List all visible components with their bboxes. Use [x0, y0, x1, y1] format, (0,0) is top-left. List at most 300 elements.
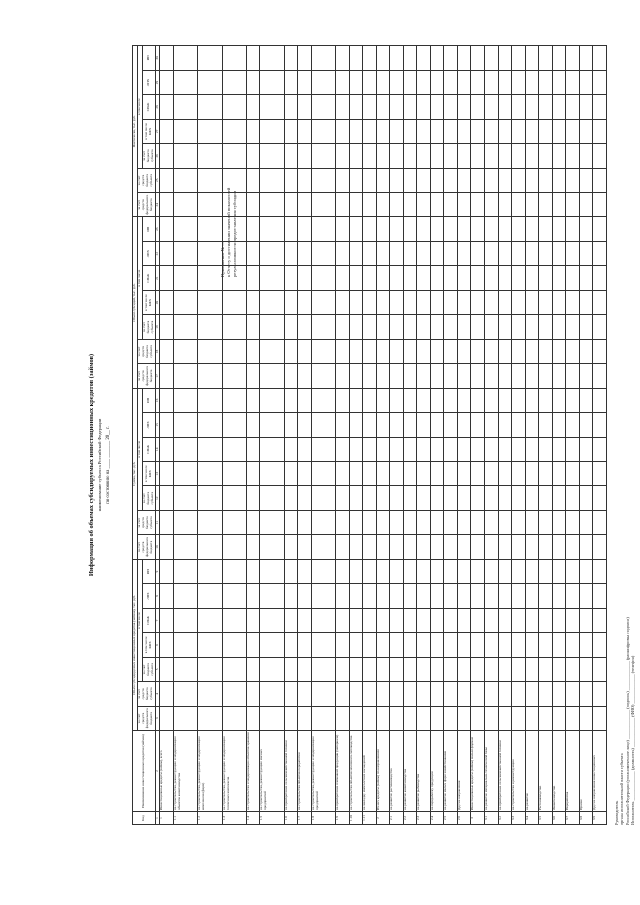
row-name: на строительство, реконструкцию и модернизацию предприятий [311, 731, 335, 812]
data-cell [246, 241, 260, 265]
data-cell [512, 608, 526, 632]
portion-header: Сумма, тыс. руб. [133, 388, 138, 559]
data-cell [484, 535, 498, 559]
row-code: 1.2 [198, 812, 222, 825]
data-cell [579, 339, 593, 363]
data-cell [311, 486, 335, 510]
subheader-cell: СПоК [142, 95, 155, 119]
data-cell [222, 388, 246, 412]
data-cell [336, 486, 350, 510]
data-cell [430, 633, 444, 657]
data-cell [484, 706, 498, 730]
data-cell [484, 290, 498, 314]
data-cell [363, 95, 377, 119]
data-cell [471, 584, 485, 608]
data-cell [403, 339, 417, 363]
data-cell [298, 706, 312, 730]
data-cell [512, 682, 526, 706]
data-cell [444, 315, 458, 339]
data-cell [246, 633, 260, 657]
data-cell [525, 95, 539, 119]
data-cell [363, 339, 377, 363]
data-cell [246, 339, 260, 363]
data-cell [246, 608, 260, 632]
row-code: 2 [376, 812, 390, 825]
data-cell [284, 193, 298, 217]
data-cell [444, 413, 458, 437]
table-row [260, 46, 284, 825]
data-cell [417, 290, 431, 314]
data-cell [284, 559, 298, 583]
data-cell [471, 364, 485, 388]
data-cell [349, 510, 363, 534]
column-number: 19 [155, 315, 160, 339]
data-cell [363, 193, 377, 217]
data-cell [390, 315, 404, 339]
data-cell [336, 657, 350, 681]
data-cell [284, 682, 298, 706]
data-cell [593, 144, 607, 168]
data-cell [457, 388, 471, 412]
data-cell [160, 315, 174, 339]
appendix-line: Приложение № ... [220, 242, 225, 277]
data-cell [390, 437, 404, 461]
data-cell [512, 706, 526, 730]
data-cell [349, 241, 363, 265]
data-cell [403, 535, 417, 559]
data-cell [284, 608, 298, 632]
row-code: 3.6 [552, 812, 566, 825]
data-cell [444, 46, 458, 71]
data-cell [403, 486, 417, 510]
data-cell [539, 168, 553, 192]
data-cell [579, 364, 593, 388]
data-cell [246, 315, 260, 339]
data-cell [363, 266, 377, 290]
data-cell [173, 241, 197, 265]
data-cell [222, 241, 246, 265]
data-cell [198, 290, 222, 314]
data-cell [246, 364, 260, 388]
row-name: на строительство объектов переработки [298, 731, 312, 812]
data-cell [525, 266, 539, 290]
data-cell [284, 535, 298, 559]
data-cell [457, 559, 471, 583]
data-cell [222, 682, 246, 706]
data-cell [512, 168, 526, 192]
data-cell [430, 437, 444, 461]
data-cell [593, 535, 607, 559]
data-cell [471, 217, 485, 241]
data-cell [336, 119, 350, 143]
column-number: 24 [155, 193, 160, 217]
data-cell [444, 290, 458, 314]
data-cell [363, 559, 377, 583]
data-cell [593, 70, 607, 94]
data-cell [444, 510, 458, 534]
data-cell [593, 168, 607, 192]
data-cell [349, 462, 363, 486]
data-cell [198, 217, 222, 241]
data-cell [403, 119, 417, 143]
data-cell [471, 266, 485, 290]
data-cell [566, 462, 580, 486]
data-cell [284, 657, 298, 681]
data-cell [552, 119, 566, 143]
fact-header: Фактически, тыс. руб. [133, 46, 138, 217]
data-cell [160, 559, 174, 583]
row-name: на развитие малых форм хозяйствования [444, 731, 458, 812]
data-cell [566, 486, 580, 510]
column-number: 2 [155, 731, 160, 812]
data-cell [417, 217, 431, 241]
data-cell [173, 706, 197, 730]
column-number: 16 [155, 388, 160, 412]
data-cell [336, 241, 350, 265]
data-cell [552, 657, 566, 681]
data-cell [298, 70, 312, 94]
subheader-cell: в том числе [137, 217, 142, 339]
data-cell [457, 364, 471, 388]
data-cell [512, 241, 526, 265]
data-cell [390, 168, 404, 192]
data-cell [284, 462, 298, 486]
data-cell [246, 657, 260, 681]
data-cell [539, 510, 553, 534]
data-cell [222, 510, 246, 534]
data-cell [311, 364, 335, 388]
data-cell [376, 437, 390, 461]
data-cell [444, 339, 458, 363]
data-cell [246, 584, 260, 608]
plan-header: Объем субсидий, тыс. руб. [133, 217, 138, 388]
data-cell [512, 437, 526, 461]
data-cell [593, 339, 607, 363]
column-number: 1 [155, 812, 160, 825]
column-number: 6 [155, 633, 160, 657]
data-cell [336, 535, 350, 559]
data-cell [349, 266, 363, 290]
row-code: 3 [471, 812, 485, 825]
data-cell [246, 510, 260, 534]
data-cell [173, 119, 197, 143]
data-cell [525, 241, 539, 265]
data-cell [579, 46, 593, 71]
data-cell [512, 119, 526, 143]
data-cell [579, 682, 593, 706]
table-row [390, 46, 404, 825]
data-cell [566, 193, 580, 217]
data-cell [160, 535, 174, 559]
data-cell [593, 95, 607, 119]
data-cell [444, 193, 458, 217]
data-cell [298, 559, 312, 583]
data-cell [349, 217, 363, 241]
data-cell [498, 144, 512, 168]
data-cell [512, 193, 526, 217]
data-cell [498, 633, 512, 657]
data-cell [284, 339, 298, 363]
data-cell [552, 633, 566, 657]
data-cell [298, 486, 312, 510]
data-cell [498, 682, 512, 706]
row-code: 2.2 [403, 812, 417, 825]
subheader-cell: ЛПХ [142, 584, 155, 608]
data-cell [311, 266, 335, 290]
data-cell [363, 290, 377, 314]
data-cell [539, 241, 553, 265]
data-cell [173, 657, 197, 681]
data-cell [579, 193, 593, 217]
data-cell [539, 633, 553, 657]
data-cell [173, 437, 197, 461]
data-cell [390, 633, 404, 657]
data-cell [260, 462, 284, 486]
data-cell [198, 168, 222, 192]
data-cell [498, 70, 512, 94]
data-cell [311, 657, 335, 681]
data-cell [363, 657, 377, 681]
row-code: 3.3 [512, 812, 526, 825]
data-cell [311, 241, 335, 265]
data-cell [160, 241, 174, 265]
data-cell [498, 364, 512, 388]
data-cell [260, 657, 284, 681]
data-cell [457, 217, 471, 241]
data-cell [484, 339, 498, 363]
data-cell [593, 706, 607, 730]
data-cell [430, 241, 444, 265]
data-cell [512, 413, 526, 437]
table-row [376, 46, 390, 825]
column-number: 4 [155, 682, 160, 706]
data-cell [376, 144, 390, 168]
subheader-cell: за счет средств федерального бюджета [137, 535, 155, 559]
data-cell [457, 682, 471, 706]
data-cell [198, 193, 222, 217]
data-cell [284, 706, 298, 730]
data-cell [298, 535, 312, 559]
data-cell [349, 657, 363, 681]
data-cell [403, 290, 417, 314]
subheader-cell: ЛПХ [142, 70, 155, 94]
subheader-cell: за счет бюджета субъекта [142, 657, 155, 681]
data-cell [260, 706, 284, 730]
data-cell [444, 462, 458, 486]
data-cell [198, 315, 222, 339]
data-cell [525, 70, 539, 94]
data-cell [222, 217, 246, 241]
data-cell [173, 633, 197, 657]
data-cell [552, 339, 566, 363]
data-cell [260, 486, 284, 510]
data-cell [484, 413, 498, 437]
column-number: 9 [155, 559, 160, 583]
row-name: Животноводство [552, 731, 566, 812]
data-cell [173, 266, 197, 290]
data-cell [260, 168, 284, 192]
data-cell [246, 388, 260, 412]
data-cell [403, 633, 417, 657]
data-cell [430, 168, 444, 192]
data-cell [246, 290, 260, 314]
data-cell [260, 535, 284, 559]
data-cell [566, 364, 580, 388]
report-table [132, 45, 607, 825]
data-cell [311, 682, 335, 706]
data-cell [298, 315, 312, 339]
data-cell [566, 706, 580, 730]
table-row [336, 46, 350, 825]
row-code: 1 [160, 812, 174, 825]
data-cell [552, 144, 566, 168]
data-cell [525, 682, 539, 706]
column-number: 5 [155, 657, 160, 681]
data-cell [284, 584, 298, 608]
subheader-cell: ИП [142, 559, 155, 583]
data-cell [417, 437, 431, 461]
data-cell [552, 559, 566, 583]
column-number: 13 [155, 462, 160, 486]
data-cell [566, 413, 580, 437]
table-row [417, 46, 431, 825]
data-cell [552, 682, 566, 706]
data-cell [246, 46, 260, 71]
data-cell [457, 437, 471, 461]
data-cell [539, 315, 553, 339]
data-cell [484, 682, 498, 706]
data-cell [457, 315, 471, 339]
data-cell [484, 584, 498, 608]
data-cell [222, 95, 246, 119]
data-cell [403, 682, 417, 706]
data-cell [173, 584, 197, 608]
data-cell [222, 486, 246, 510]
data-cell [430, 364, 444, 388]
data-cell [457, 70, 471, 94]
data-cell [198, 339, 222, 363]
data-cell [222, 46, 246, 71]
subheader-cell: за счет средств бюджета субъекта [137, 682, 155, 706]
data-cell [498, 290, 512, 314]
data-cell [579, 119, 593, 143]
data-cell [552, 413, 566, 437]
data-cell [336, 462, 350, 486]
data-cell [498, 119, 512, 143]
data-cell [246, 193, 260, 217]
data-cell [512, 364, 526, 388]
data-cell [403, 46, 417, 71]
data-cell [525, 315, 539, 339]
data-cell [363, 315, 377, 339]
data-cell [512, 315, 526, 339]
column-number: 22 [155, 241, 160, 265]
data-cell [376, 46, 390, 71]
data-cell [552, 46, 566, 71]
data-cell [484, 388, 498, 412]
data-cell [579, 559, 593, 583]
data-cell [311, 388, 335, 412]
data-cell [552, 462, 566, 486]
data-cell [512, 46, 526, 71]
data-cell [579, 706, 593, 730]
data-cell [579, 486, 593, 510]
data-cell [160, 388, 174, 412]
data-cell [173, 388, 197, 412]
data-cell [552, 388, 566, 412]
row-name: на приобретение племенной продукции (материала) [336, 731, 350, 812]
data-cell [484, 437, 498, 461]
data-cell [246, 168, 260, 192]
data-cell [198, 413, 222, 437]
data-cell [444, 266, 458, 290]
data-cell [363, 462, 377, 486]
data-cell [512, 144, 526, 168]
data-cell [417, 510, 431, 534]
data-cell [566, 388, 580, 412]
data-cell [284, 315, 298, 339]
data-cell [525, 510, 539, 534]
data-cell [376, 168, 390, 192]
data-cell [222, 657, 246, 681]
data-cell [566, 559, 580, 583]
data-cell [430, 95, 444, 119]
data-cell [484, 95, 498, 119]
data-cell [512, 510, 526, 534]
data-cell [284, 217, 298, 241]
data-cell [311, 584, 335, 608]
data-cell [417, 168, 431, 192]
data-cell [160, 486, 174, 510]
data-cell [376, 70, 390, 94]
data-cell [512, 339, 526, 363]
data-cell [173, 682, 197, 706]
data-cell [349, 437, 363, 461]
data-cell [349, 584, 363, 608]
row-name: Инвестиционные кредиты (займы) малым формам [471, 731, 485, 812]
data-cell [417, 462, 431, 486]
data-cell [260, 584, 284, 608]
data-cell [417, 682, 431, 706]
data-cell [579, 315, 593, 339]
column-number: 29 [155, 70, 160, 94]
table-row [430, 46, 444, 825]
data-cell [552, 290, 566, 314]
data-cell [363, 437, 377, 461]
data-cell [430, 266, 444, 290]
data-cell [525, 535, 539, 559]
data-cell [444, 144, 458, 168]
data-cell [160, 217, 174, 241]
data-cell [246, 413, 260, 437]
data-cell [484, 559, 498, 583]
data-cell [552, 95, 566, 119]
data-cell [566, 633, 580, 657]
data-cell [417, 608, 431, 632]
data-cell [498, 608, 512, 632]
data-cell [222, 193, 246, 217]
data-cell [417, 95, 431, 119]
data-cell [498, 510, 512, 534]
data-cell [160, 364, 174, 388]
data-cell [160, 168, 174, 192]
data-cell [284, 266, 298, 290]
data-cell [417, 559, 431, 583]
subheader-cell: СПоК [142, 608, 155, 632]
data-cell [579, 388, 593, 412]
data-cell [430, 119, 444, 143]
data-cell [198, 510, 222, 534]
